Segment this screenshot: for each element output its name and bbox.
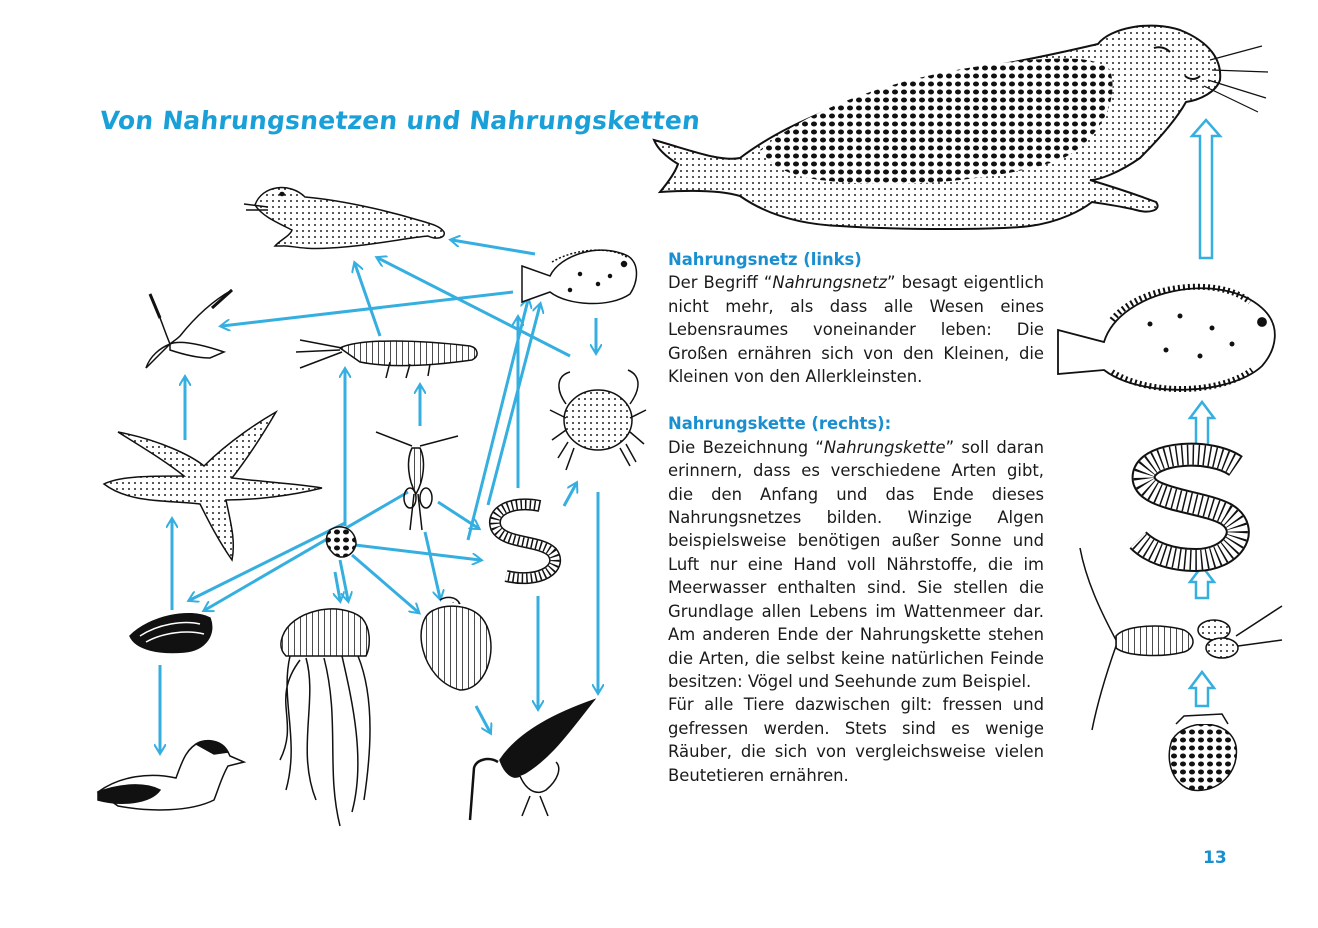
- arrow-plankton-to-jellyfish-b: [335, 572, 340, 600]
- worm-illustration: [495, 504, 555, 578]
- eider-duck-illustration: [98, 741, 244, 810]
- paragraph-food-chain: Die Bezeichnung “Nahrungskette” soll daran erinnern, dass es verschiedene Arten gibt, die den Anfang und das Ende dieses Nahrungsnetzes bilden. Winzige Algen beispielsweise benötigen außer Sonne und Luft nur eine Hand voll Nährstoffe, die im Meerwasser enthalten sind. Sie stellen die Grundlage allen Lebens im Wattenmeer dar. Am anderen Ende der Nahrungskette stehen die Arten, die selbst keine natürlichen Feinde besitzen: Vögel und Seehunde zum Beispiel.: [668, 437, 1044, 691]
- section-heading-food-web: Nahrungsnetz (links): [668, 250, 862, 269]
- arrow-chain-flatfish-to-seal: [1192, 120, 1220, 258]
- page-number: 13: [1203, 848, 1227, 868]
- arrow-flatfish-to-seal: [452, 240, 535, 254]
- worm-large-illustration: [1138, 455, 1238, 560]
- oystercatcher-illustration: [470, 700, 594, 820]
- arrow-chain-worm-to-flatfish: [1190, 402, 1214, 446]
- food-chain-arrows: [1190, 120, 1220, 706]
- crab-illustration: [550, 370, 646, 470]
- shrimp-illustration: [296, 340, 477, 378]
- cockle-illustration: [421, 597, 491, 690]
- paragraph-food-web: Der Begriff “Nahrungsnetz” besagt eigentlich nicht mehr, als dass alle Wesen eines Lebensraumes voneinander leben: Die Großen ernähren sich von den Kleinen, die Kleinen von den Allerkleinsten.: [668, 273, 1044, 387]
- arrow-plankton-to-worm: [355, 545, 480, 560]
- arrow-copepod-to-mussel: [205, 492, 408, 610]
- tern-illustration: [146, 290, 232, 368]
- arrow-shrimp-to-seal: [355, 264, 380, 336]
- mussel-illustration: [130, 614, 212, 653]
- plankton-large-illustration: [1169, 714, 1236, 790]
- arrow-worm-to-flatfish-b: [488, 305, 540, 505]
- arrow-plankton-to-jellyfish: [340, 560, 348, 600]
- arrow-worm-to-crab: [564, 484, 576, 506]
- flatfish-illustration: [522, 250, 637, 303]
- jellyfish-illustration: [280, 609, 370, 826]
- section-heading-food-chain: Nahrungskette (rechts):: [668, 414, 892, 434]
- flatfish-large-illustration: [1058, 287, 1275, 390]
- seal-small-illustration: [244, 188, 444, 249]
- arrow-copepod-to-cockle: [425, 532, 440, 598]
- arrow-plankton-to-mussel-a: [190, 523, 345, 600]
- page-title: Von Nahrungsnetzen und Nahrungsketten: [98, 106, 702, 135]
- arrow-plankton-to-cockle: [352, 555, 418, 612]
- arrow-cockle-to-oystercatcher: [476, 706, 490, 732]
- text-column: [668, 248, 1044, 787]
- arrow-chain-plankton-to-copepod: [1190, 672, 1214, 706]
- starfish-illustration: [104, 412, 322, 560]
- seal-large-illustration: [654, 26, 1268, 229]
- paragraph-predators: Für alle Tiere dazwischen gilt: fressen und gefressen werden. Stets sind es wenige Räuber, die sich von vergleichsweise vielen Beutetieren ernähren.: [668, 695, 1044, 785]
- copepod-large-illustration: [1080, 548, 1282, 730]
- plankton-illustration: [326, 527, 356, 557]
- copepod-illustration: [376, 432, 458, 530]
